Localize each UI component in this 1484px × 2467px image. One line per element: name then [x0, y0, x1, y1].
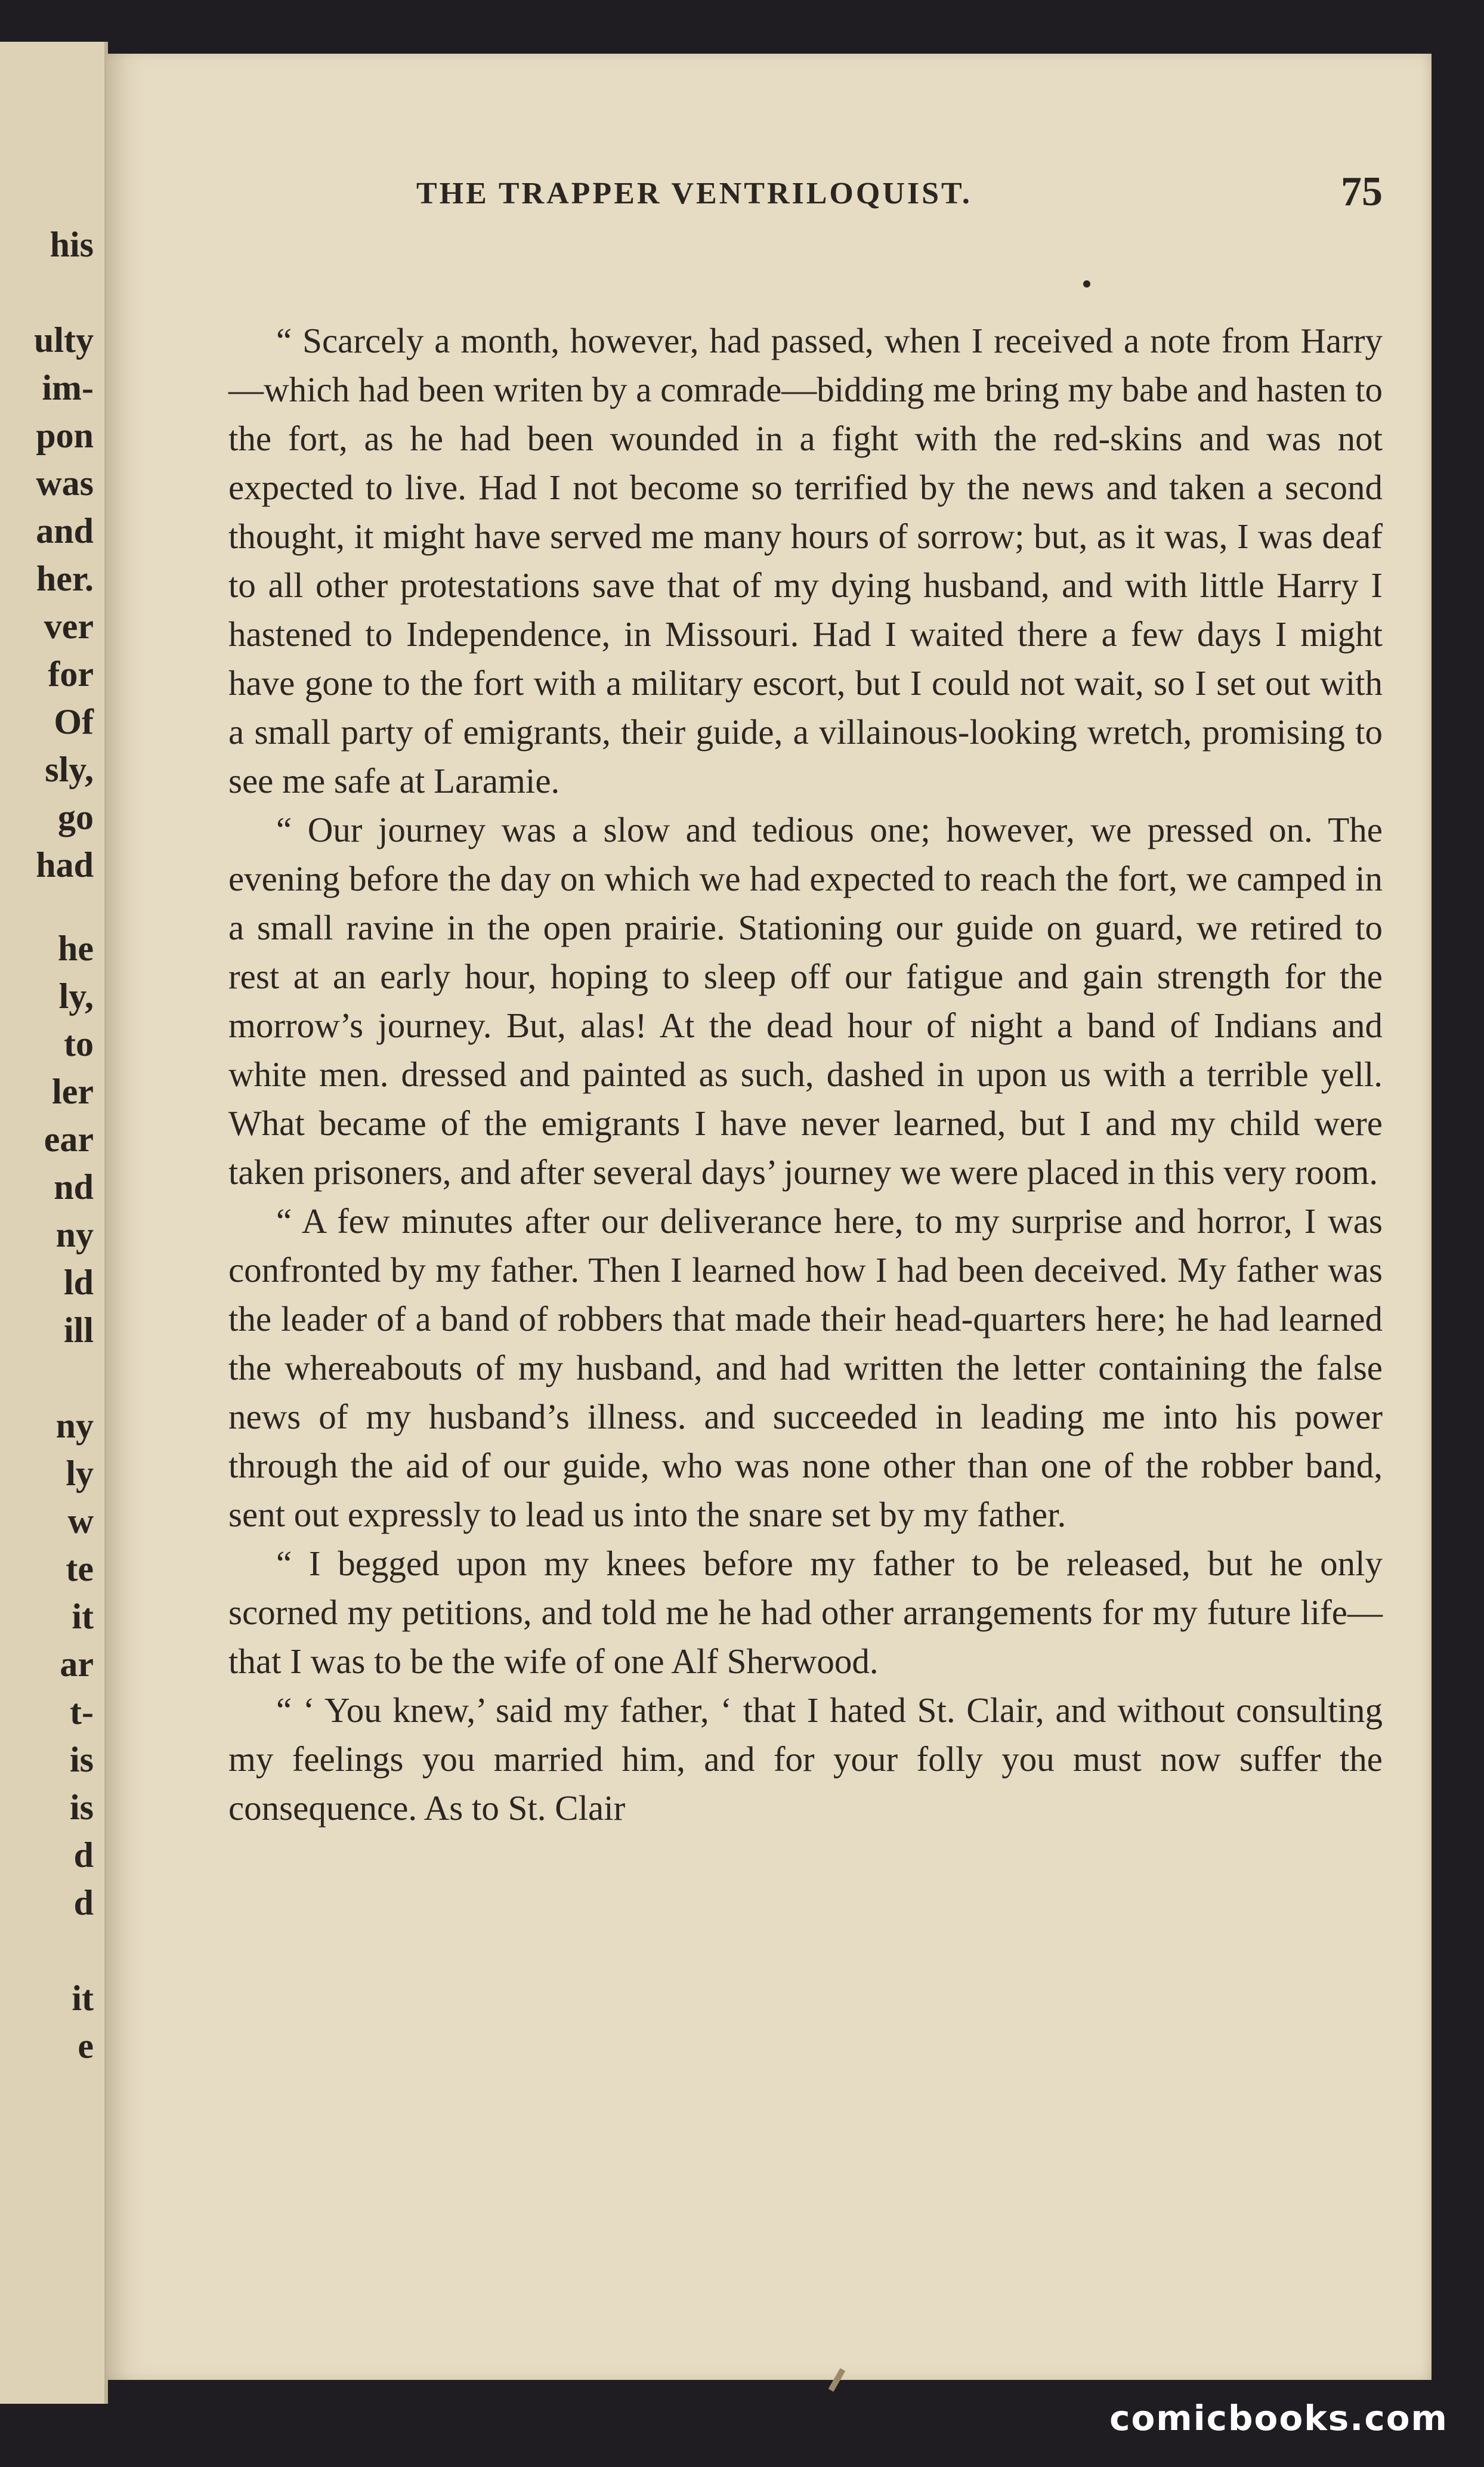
paragraph: “ ‘ You knew,’ said my father, ‘ that I hated St. Clair, and without consulting my feelings you married him, and for your folly you must now suffer the consequence. As to St. Clair	[228, 1690, 1383, 1828]
left-page-word-fragment: d	[73, 1835, 94, 1875]
running-head: THE TRAPPER VENTRILOQUIST.	[416, 177, 972, 211]
body-text	[228, 316, 1383, 1832]
left-page-word-fragment: had	[36, 845, 94, 885]
left-page-word-fragment: ulty	[33, 320, 94, 360]
left-page-word-fragment: Of	[54, 702, 94, 741]
left-page-word-fragment: go	[58, 797, 94, 837]
paragraph: “ Scarcely a month, however, had passed, when I received a note from Harry—which had been writen by a comrade—bidding me bring my babe and hasten to the fort, as he had been wounded in a fight with the red-skins and was not expected to live. Had I not become so terrified by the news and taken a second thought, it might have served me many hours of sorrow; but, as it was, I was deaf to all other protestations save that of my dying husband, and with little Harry I hastened to Independence, in Missouri. Had I waited there a few days I might have gone to the fort with a military escort, but I could not wait, so I set out with a small party of emigrants, their guide, a villainous-looking wretch, promising to see me safe at Laramie.	[228, 321, 1383, 800]
left-page-word-fragment: te	[66, 1549, 94, 1588]
left-page-word-fragment: it	[72, 1597, 94, 1636]
left-page-word-fragment: ny	[55, 1406, 94, 1445]
book-page	[106, 54, 1432, 2380]
paragraph: “ A few minutes after our deliverance here, to my surprise and horror, I was confronted by my father. Then I learned how I had been deceived. My father was the leader of a band of robbers that made their head-quarters here; he had learned the whereabouts of my husband, and had written the letter containing the false news of my husband’s illness. and succeeded in leading me into his power through the aid of our guide, who was none other than one of the robber band, sent out expressly to lead us into the snare set by my father.	[228, 1201, 1383, 1534]
left-page-word-fragment: ill	[63, 1310, 94, 1350]
left-page-word-fragment: nd	[54, 1167, 94, 1207]
left-page-word-fragment: and	[36, 511, 94, 551]
paragraph: “ I begged upon my knees before my father to be released, but he only scorned my petitions, and told me he had other arrangements for my future life—that I was to be the wife of one Alf Sherwood.	[228, 1544, 1383, 1681]
left-page-word-fragment: he	[58, 929, 94, 968]
left-page-word-fragment: t-	[70, 1692, 94, 1732]
left-page-word-fragment: e	[78, 2026, 94, 2066]
left-page-word-fragment: ver	[44, 607, 94, 646]
paragraph: “ Our journey was a slow and tedious one; however, we pressed on. The evening before the day on which we had expected to reach the fort, we camped in a small ravine in the open prairie. Stationing our guide on guard, we retired to rest at an early hour, hoping to sleep off our fatigue and gain strength for the morrow’s journey. But, alas! At the dead hour of night a band of Indians and white men. dressed and painted as such, dashed in upon us with a terrible yell. What became of the emigrants I have never learned, but I and my child were taken prisoners, and after several days’ journey we were placed in this very room.	[228, 810, 1383, 1192]
left-page-word-fragment: w	[67, 1501, 94, 1541]
left-page-word-fragment: im-	[42, 368, 94, 407]
left-page-word-fragment: ly,	[58, 976, 94, 1016]
left-page-word-fragment: her.	[36, 559, 94, 598]
left-page-word-fragment: is	[69, 1788, 94, 1827]
left-page-word-fragment: ny	[55, 1215, 94, 1254]
left-page-word-fragment: to	[64, 1024, 94, 1064]
left-page-word-fragment: pon	[36, 416, 94, 455]
left-page-word-fragment: was	[36, 463, 94, 503]
left-facing-page	[0, 42, 108, 2404]
left-page-word-fragment: is	[69, 1740, 94, 1779]
left-page-word-fragment: ar	[60, 1644, 94, 1684]
ornament-dot	[1083, 280, 1090, 287]
left-page-word-fragment: ler	[52, 1072, 94, 1111]
left-page-word-fragment: his	[50, 225, 94, 264]
left-page-word-fragment: ly	[66, 1454, 94, 1493]
left-page-word-fragment: ld	[63, 1263, 94, 1302]
left-page-word-fragment: for	[48, 654, 94, 694]
left-page-word-fragment: d	[73, 1883, 94, 1922]
left-page-word-fragment: ear	[44, 1120, 94, 1159]
left-page-word-fragment: sly,	[45, 750, 94, 789]
left-page-word-fragment: it	[72, 1978, 94, 2018]
page-number: 75	[1341, 169, 1383, 215]
ink-mark	[828, 2368, 846, 2392]
watermark: comicbooks.com	[1109, 2398, 1448, 2438]
